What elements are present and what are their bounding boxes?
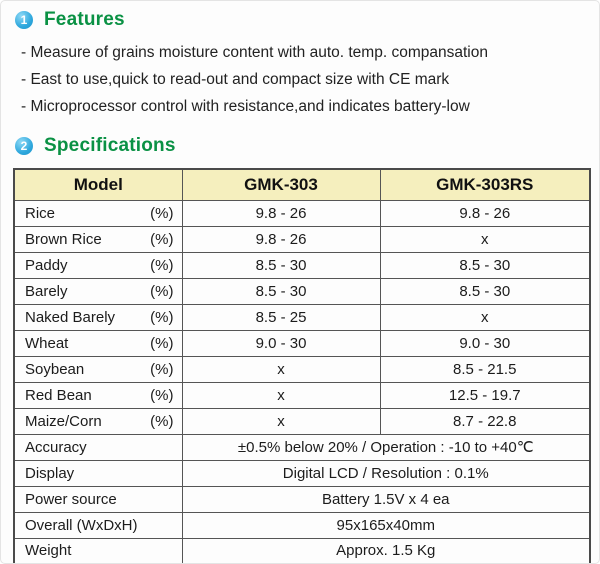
gmk303-value-cell: 8.5 - 30 [182, 278, 380, 304]
grain-name-cell [14, 330, 182, 356]
column-header-gmk303rs: GMK-303RS [380, 169, 590, 200]
features-heading [15, 9, 599, 31]
grain-unit: (%) [150, 204, 174, 222]
gmk303rs-value-cell: 8.5 - 30 [380, 278, 590, 304]
gmk303-value-cell: x [182, 408, 380, 434]
spec-name: Weight [25, 542, 72, 560]
grain-name-cell [14, 382, 182, 408]
features-list [21, 39, 599, 120]
grain-name: Barely [25, 282, 68, 300]
number-2-badge-icon: 2 [15, 137, 33, 155]
grain-unit: (%) [150, 386, 174, 404]
spec-name: Display [25, 464, 75, 482]
grain-table-row [14, 408, 590, 434]
gmk303-value-cell: x [182, 356, 380, 382]
grain-table-row [14, 252, 590, 278]
grain-unit: (%) [150, 412, 174, 430]
specifications-table [13, 168, 591, 564]
grain-name: Paddy [25, 256, 68, 274]
gmk303rs-value-cell: x [380, 226, 590, 252]
grain-table-row [14, 278, 590, 304]
gmk303-value-cell: 9.0 - 30 [182, 330, 380, 356]
grain-unit: (%) [150, 256, 174, 274]
grain-name: Soybean [25, 360, 85, 378]
grain-name: Wheat [25, 334, 69, 352]
grain-name-cell [14, 408, 182, 434]
gmk303rs-value-cell: 8.7 - 22.8 [380, 408, 590, 434]
grain-unit: (%) [150, 334, 174, 352]
spec-name: Power source [25, 490, 117, 508]
gmk303-value-cell: x [182, 382, 380, 408]
gmk303rs-value-cell: 8.5 - 21.5 [380, 356, 590, 382]
grain-name-cell [14, 200, 182, 226]
spec-name-cell [14, 538, 182, 564]
spec-table-row [14, 512, 590, 538]
specifications-title: Specifications [44, 135, 176, 156]
number-1-badge-icon: 1 [15, 11, 33, 29]
spec-value-cell: 95x165x40mm [182, 512, 590, 538]
grain-name: Brown Rice [25, 230, 102, 248]
spec-value-cell: ±0.5% below 20% / Operation : -10 to +40℃ [182, 434, 590, 460]
grain-rows-body [14, 200, 590, 434]
features-title: Features [44, 9, 125, 30]
column-header-model: Model [14, 169, 182, 200]
grain-table-row [14, 356, 590, 382]
gmk303-value-cell: 9.8 - 26 [182, 200, 380, 226]
grain-unit: (%) [150, 230, 174, 248]
spec-name-cell [14, 460, 182, 486]
spec-value-cell: Digital LCD / Resolution : 0.1% [182, 460, 590, 486]
gmk303rs-value-cell: 9.0 - 30 [380, 330, 590, 356]
spec-value-cell: Approx. 1.5 Kg [182, 538, 590, 564]
spec-name-cell [14, 512, 182, 538]
spec-table-row [14, 434, 590, 460]
grain-name-cell [14, 304, 182, 330]
grain-name: Red Bean [25, 386, 92, 404]
gmk303-value-cell: 8.5 - 25 [182, 304, 380, 330]
grain-table-row [14, 200, 590, 226]
grain-unit: (%) [150, 308, 174, 326]
specifications-heading [15, 135, 599, 157]
grain-name-cell [14, 278, 182, 304]
table-header-row [14, 169, 590, 200]
grain-name-cell [14, 252, 182, 278]
column-header-gmk303: GMK-303 [182, 169, 380, 200]
gmk303rs-value-cell: x [380, 304, 590, 330]
grain-table-row [14, 304, 590, 330]
spec-name-cell [14, 486, 182, 512]
spec-value-cell: Battery 1.5V x 4 ea [182, 486, 590, 512]
gmk303-value-cell: 9.8 - 26 [182, 226, 380, 252]
spec-name-cell [14, 434, 182, 460]
feature-item: - East to use,quick to read-out and compact size with CE mark [21, 71, 450, 88]
grain-unit: (%) [150, 282, 174, 300]
grain-table-row [14, 226, 590, 252]
gmk303rs-value-cell: 9.8 - 26 [380, 200, 590, 226]
gmk303-value-cell: 8.5 - 30 [182, 252, 380, 278]
grain-name-cell [14, 226, 182, 252]
spec-table-row [14, 486, 590, 512]
grain-table-row [14, 382, 590, 408]
spec-table-row [14, 538, 590, 564]
grain-name: Naked Barely [25, 308, 116, 326]
spec-table-row [14, 460, 590, 486]
grain-name: Rice [25, 204, 56, 222]
grain-unit: (%) [150, 360, 174, 378]
gmk303rs-value-cell: 12.5 - 19.7 [380, 382, 590, 408]
grain-name: Maize/Corn [25, 412, 102, 430]
spec-name: Accuracy [25, 438, 87, 456]
gmk303rs-value-cell: 8.5 - 30 [380, 252, 590, 278]
spec-rows-body [14, 434, 590, 564]
feature-item: - Microprocessor control with resistance,and indicates battery-low [21, 98, 470, 115]
grain-name-cell [14, 356, 182, 382]
spec-name: Overall (WxDxH) [25, 516, 138, 534]
feature-item: - Measure of grains moisture content with auto. temp. compansation [21, 44, 488, 61]
grain-table-row [14, 330, 590, 356]
